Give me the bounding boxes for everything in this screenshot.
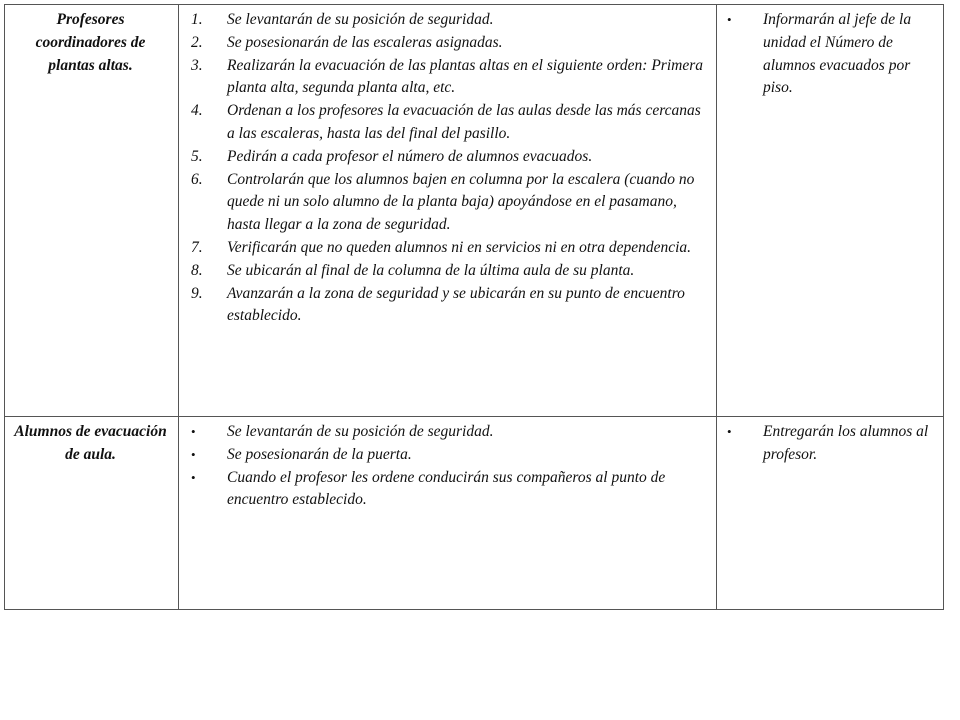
notes-cell: [717, 417, 944, 610]
step-number: 8.: [191, 261, 203, 279]
bullet-icon: •: [191, 446, 196, 462]
evacuation-protocol-table: [4, 4, 944, 610]
table-row: [5, 417, 944, 610]
step-number: 4.: [191, 102, 203, 120]
step-text: Realizarán la evacuación de las plantas altas en el siguiente orden: Primera planta alta, segunda planta alta, etc.: [227, 56, 703, 97]
list-item: [191, 169, 706, 237]
actions-cell: [179, 417, 717, 610]
list-item: [191, 283, 706, 329]
step-number: 2.: [191, 33, 203, 51]
note-text: Entregarán los alumnos al profesor.: [763, 423, 929, 463]
list-item: [191, 237, 706, 260]
bullet-icon: •: [191, 469, 196, 485]
list-item: [191, 55, 706, 101]
role-cell: [5, 5, 179, 417]
step-text: Verificarán que no queden alumnos ni en servicios ni en otra dependencia.: [227, 238, 692, 256]
step-number: 6.: [191, 170, 203, 188]
step-number: 3.: [191, 56, 203, 74]
step-number: 5.: [191, 147, 203, 165]
list-item: [191, 32, 706, 55]
table-row: [5, 5, 944, 417]
actions-cell: [179, 5, 717, 417]
step-text: Controlarán que los alumnos bajen en columna por la escalera (cuando no quede ni un solo alumno de la planta baja) apoyándose en el pasamano, hasta llegar a la zona de seguridad.: [227, 170, 695, 234]
bullet-icon: •: [727, 424, 732, 439]
list-item: [189, 467, 704, 513]
list-item: [725, 421, 933, 467]
note-text: Informarán al jefe de la unidad el Número de alumnos evacuados por piso.: [763, 11, 912, 97]
bullet-icon: •: [191, 424, 196, 439]
step-text: Avanzarán a la zona de seguridad y se ubicarán en su punto de encuentro establecido.: [227, 284, 685, 325]
role-label: Profesores coordinadores de plantas altas.: [35, 11, 146, 74]
step-text: Ordenan a los profesores la evacuación de las aulas desde las más cercanas a las escaleras, hasta las del final del pasillo.: [227, 102, 701, 142]
step-text: Se posesionarán de las escaleras asignadas.: [227, 33, 503, 51]
notes-cell: [717, 5, 944, 417]
action-text: Se levantarán de su posición de seguridad.: [227, 423, 494, 440]
bulleted-action-list: [179, 417, 716, 512]
step-text: Se ubicarán al final de la columna de la última aula de su planta.: [227, 261, 635, 279]
list-item: [191, 9, 706, 32]
list-item: [189, 444, 704, 467]
step-number: 1.: [191, 11, 203, 28]
list-item: [191, 146, 706, 169]
bullet-icon: •: [727, 12, 732, 27]
step-number: 7.: [191, 238, 203, 256]
numbered-action-list: [179, 5, 716, 328]
action-text: Cuando el profesor les ordene conducirán sus compañeros al punto de encuentro establecido.: [227, 468, 666, 509]
step-number: 9.: [191, 284, 203, 302]
list-item: [725, 9, 933, 100]
step-text: Se levantarán de su posición de seguridad.: [227, 11, 494, 28]
role-label: Alumnos de evacuación de aula.: [14, 423, 167, 463]
role-cell: [5, 417, 179, 610]
list-item: [191, 260, 706, 283]
action-text: Se posesionarán de la puerta.: [227, 445, 412, 463]
step-text: Pedirán a cada profesor el número de alumnos evacuados.: [227, 147, 593, 165]
list-item: [191, 100, 706, 146]
list-item: [189, 421, 704, 444]
notes-list: [717, 417, 943, 467]
notes-list: [717, 5, 943, 100]
